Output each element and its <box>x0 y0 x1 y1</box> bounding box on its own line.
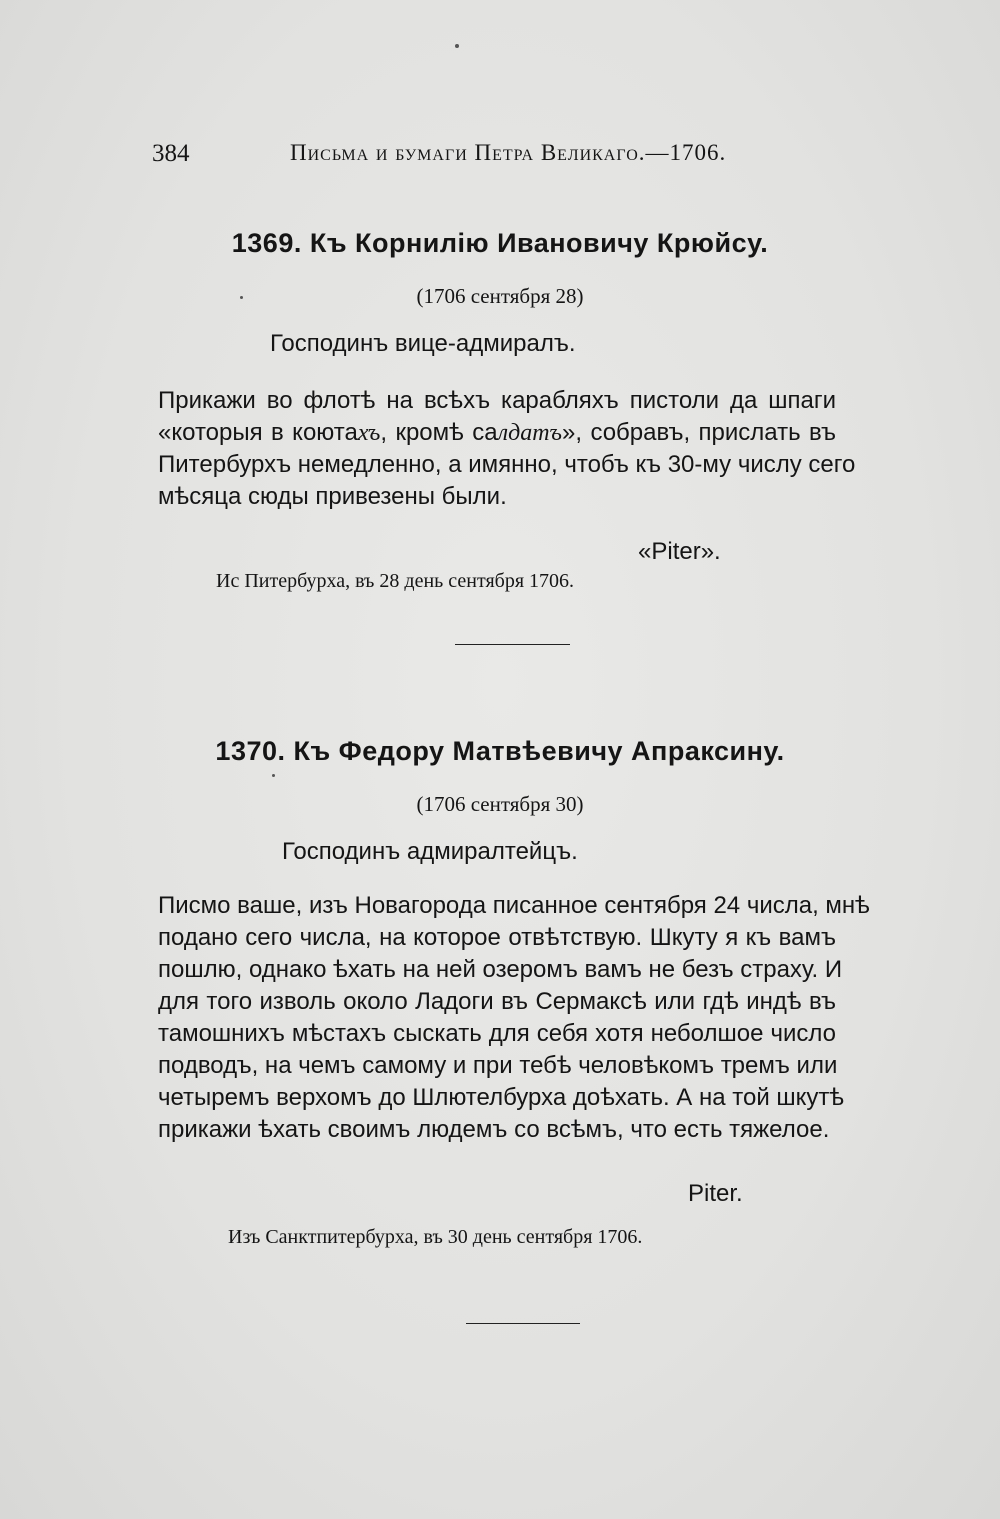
section-divider <box>455 644 570 645</box>
letter-date: (1706 сентября 30) <box>416 792 584 816</box>
letter-title: 1369. Къ Корнилію Ивановичу Крюйсу. <box>231 228 769 258</box>
body-text: , кромѣ са <box>380 419 498 446</box>
letter-body-line <box>158 417 836 449</box>
running-head: Письма и бумаги Петра Великаго.—1706. <box>290 140 727 165</box>
letter-body-line: подано сего числа, на которое отвѣтствую. Шкуту я къ вамъ <box>158 924 836 951</box>
page-header <box>152 140 732 180</box>
letter-salutation: Господинъ адмиралтейцъ. <box>282 838 578 865</box>
ink-speck <box>272 774 275 777</box>
italic-text: лдатъ <box>497 420 563 446</box>
letter-body-line: мѣсяца сюды привезены были. <box>158 483 507 510</box>
letter-signature: «Piter». <box>638 538 721 565</box>
letter-title: 1370. Къ Федору Матвѣевичу Апраксину. <box>215 736 785 766</box>
letter-body-line: прикажи ѣхать своимъ людемъ со всѣмъ, что есть тяжелое. <box>158 1116 830 1143</box>
ink-speck <box>455 44 459 48</box>
letter-signature: Piter. <box>688 1180 743 1207</box>
letter-place-date: Изъ Санктпитербурха, въ 30 день сентября 1706. <box>228 1226 643 1248</box>
page-number: 384 <box>152 140 190 167</box>
letter-body-line: подводъ, на чемъ самому и при тебѣ человѣкомъ тремъ или <box>158 1052 838 1079</box>
letter-salutation: Господинъ вице-адмиралъ. <box>270 330 576 357</box>
body-text: «которыя в коюта <box>158 419 358 446</box>
body-text: », собравъ, прислать въ <box>562 419 836 446</box>
section-divider <box>466 1323 580 1324</box>
letter-date: (1706 сентября 28) <box>416 284 584 308</box>
letter-body-line: Прикажи во флотѣ на всѣхъ карабляхъ пистоли да шпаги <box>158 387 836 414</box>
letter-body-line: Писмо ваше, изъ Новагорода писанное сентября 24 числа, мнѣ <box>158 892 870 919</box>
letter-place-date: Ис Питербурха, въ 28 день сентября 1706. <box>216 570 575 592</box>
letter-body-line: пошлю, однако ѣхать на ней озеромъ вамъ не безъ страху. И <box>158 956 843 983</box>
letter-body-line: для того изволь около Ладоги въ Сермаксѣ или гдѣ индѣ въ <box>158 988 836 1015</box>
letter-body-line: тамошнихъ мѣстахъ сыскать для себя хотя неболшое число <box>158 1020 836 1047</box>
letter-body-line: Питербурхъ немедленно, а имянно, чтобъ къ 30-му числу сего <box>158 451 856 478</box>
italic-text: хъ <box>357 420 381 446</box>
letter-body-line: четыремъ верхомъ до Шлютелбурха доѣхать. А на той шкутѣ <box>158 1084 845 1111</box>
